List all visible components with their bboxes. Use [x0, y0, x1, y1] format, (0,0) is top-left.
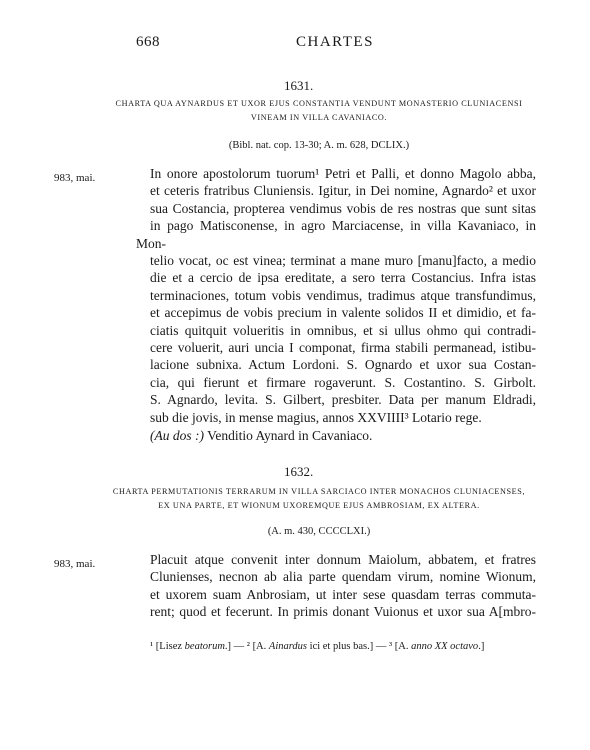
footnote-text: [A.: [252, 641, 267, 652]
text-line: sua Costancia, propterea vendimus vobis de res nostras que sunt sitas: [150, 200, 536, 216]
footnote-mark: ¹: [150, 641, 154, 652]
margin-date: 983, mai.: [54, 558, 96, 570]
text-line: Clunienses, necnon ab alia parte quendam virum, nomine Wionum,: [150, 569, 536, 585]
text-line: cere voluerit, auri uncia I componat, firma stabili permanead, istibu-: [150, 340, 536, 356]
text-line: cia, qui fierunt et firmare rogaverunt. S. Costantino. S. Girbolt.: [150, 374, 536, 390]
text-line: S. Agnardo, levita. S. Gilbert, presbiter. Data per manum Eldradi,: [150, 392, 536, 408]
charter-source: (Bibl. nat. cop. 13-30; A. m. 628, DCLIX.): [228, 140, 410, 151]
text-line: et accepimus de vobis precium in valente solidos II et dimidio, et fa-: [150, 305, 536, 321]
text-line: terminaciones, totum vobis vendimus, tradimus atque transfundimus,: [150, 287, 536, 303]
text-line: et ceteris fratribus Cluniensis. Igitur, in Dei nomine, Agnardo² et uxor: [150, 183, 536, 199]
text-line: lacione subnixa. Actum Lordoni. S. Ognardo et uxor sua Costan-: [150, 357, 536, 373]
charter-title-line: CHARTA QUA AYNARDUS ET UXOR EJUS CONSTANTIA VENDUNT MONASTERIO CLUNIACENSI: [115, 99, 523, 108]
charter-text: [136, 551, 536, 621]
text-line: Placuit atque convenit inter donnum Maiolum, abbatem, et fratres: [150, 552, 536, 567]
text-line: ciatis quitquit volueritis in omnibus, et si ullus ohmo qui contradi-: [150, 322, 536, 338]
text-line: telio vocat, oc est vinea; terminat a mane muro [manu]facto, a medio: [150, 253, 536, 269]
footnote-text: ici et plus bas.] —: [309, 641, 387, 652]
running-title: CHARTES: [296, 34, 374, 50]
footnote-emphasis: Ainardus: [268, 641, 308, 652]
charter-source: (A. m. 430, CCCCLXI.): [267, 526, 371, 537]
footnote-text: [Lisez: [155, 641, 183, 652]
page-number: 668: [136, 34, 160, 50]
charter-number: 1631.: [284, 78, 314, 93]
footnote-mark: ³: [388, 641, 393, 652]
charter-title-line: EX UNA PARTE, ET WIONUM UXOREMQUE EJUS AMBROSIAM, EX ALTERA.: [158, 501, 480, 510]
text-line: in pago Matisconense, in agro Marciacense, in villa Kavaniaco, in Mon-: [136, 218, 536, 251]
footnotes: [150, 641, 540, 652]
dorse-label: (Au dos :): [150, 428, 204, 444]
charter-number: 1632.: [284, 464, 314, 479]
footnote-text: .] —: [224, 641, 245, 652]
footnote-text: [A.: [394, 641, 409, 652]
margin-date: 983, mai.: [54, 172, 96, 184]
charter-text: [136, 165, 536, 445]
charter-title: [96, 485, 542, 513]
footnote-mark: ²: [246, 641, 250, 652]
charter-title-line: VINEAM IN VILLA CAVANIACO.: [250, 113, 388, 122]
dorse-note: [136, 427, 536, 444]
footnote-text: .]: [478, 641, 485, 652]
footnote-emphasis: beatorum: [184, 641, 225, 652]
text-line: In onore apostolorum tuorum¹ Petri et Palli, et donno Magolo abba,: [150, 166, 536, 181]
charter-title: [96, 97, 542, 125]
text-line: die et a cercio de ipsa ereditate, a sero terra Costancius. Infra istas: [150, 270, 536, 286]
dorse-text: Venditio Aynard in Cavaniaco.: [207, 428, 373, 444]
text-line: sub die jovis, in mense magius, annos XXVIIII³ Lotario rege.: [150, 409, 482, 425]
text-line: et uxorem suam Anbrosiam, ut inter sese quasdam terras commuta-: [150, 586, 536, 602]
text-line: rent; quod et fecerunt. In primis donant Vuionus et uxor sua A[mbro-: [150, 604, 536, 620]
charter-title-line: CHARTA PERMUTATIONIS TERRARUM IN VILLA SARCIACO INTER MONACHOS CLUNIACENSES,: [112, 487, 526, 496]
footnote-emphasis: anno XX octavo: [411, 641, 479, 652]
